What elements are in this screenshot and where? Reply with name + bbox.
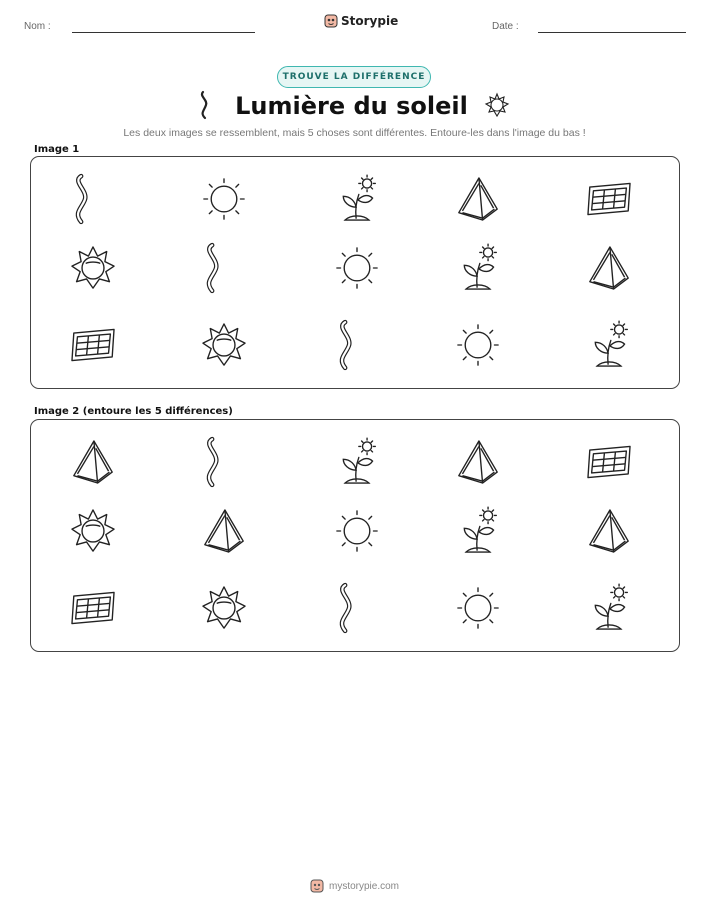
instructions: Les deux images se ressemblent, mais 5 choses sont différentes. Entoure-les dans l'image du bas ! — [123, 127, 586, 139]
sun-icon[interactable] — [446, 576, 510, 640]
name-line[interactable] — [72, 32, 255, 33]
worm-icon — [192, 236, 256, 300]
sun-icon — [325, 236, 389, 300]
worm-icon — [197, 90, 213, 120]
sprout-icon — [577, 313, 641, 377]
sun-icon — [192, 167, 256, 231]
sprout-icon[interactable] — [325, 430, 389, 494]
brand-logo — [324, 14, 398, 28]
image2-label: Image 2 (entoure les 5 différences) — [34, 406, 233, 417]
page-title-text: Lumière du soleil — [235, 92, 468, 120]
brand-name: Storypie — [341, 14, 399, 28]
badge: TROUVE LA DIFFÉRENCE — [277, 66, 431, 88]
sprout-icon — [325, 167, 389, 231]
sprout-icon[interactable] — [577, 576, 641, 640]
solar-panel-icon[interactable] — [577, 430, 641, 494]
sun-icon[interactable] — [325, 499, 389, 563]
solar-panel-icon[interactable] — [61, 576, 125, 640]
sunflower-icon[interactable] — [192, 576, 256, 640]
pyramid-icon — [577, 236, 641, 300]
name-label: Nom : — [24, 21, 51, 32]
storypie-mascot-icon — [324, 14, 338, 28]
worm-icon[interactable] — [325, 576, 389, 640]
worm-icon — [325, 313, 389, 377]
date-line[interactable] — [538, 32, 686, 33]
footer-site[interactable]: mystorypie.com — [328, 880, 399, 892]
sunflower-icon[interactable] — [61, 499, 125, 563]
page-title — [0, 90, 709, 120]
sun-icon — [446, 313, 510, 377]
pyramid-icon[interactable] — [61, 430, 125, 494]
image1-label: Image 1 — [34, 144, 80, 155]
image1-panel — [30, 156, 680, 389]
sunflower-icon — [482, 90, 512, 120]
pyramid-icon — [446, 167, 510, 231]
date-label: Date : — [492, 21, 519, 32]
worm-icon[interactable] — [192, 430, 256, 494]
worm-icon — [61, 167, 125, 231]
footer — [0, 879, 709, 893]
pyramid-icon[interactable] — [577, 499, 641, 563]
sprout-icon — [446, 236, 510, 300]
pyramid-icon[interactable] — [192, 499, 256, 563]
sprout-icon[interactable] — [446, 499, 510, 563]
sunflower-icon — [61, 236, 125, 300]
image2-panel[interactable] — [30, 419, 680, 652]
solar-panel-icon — [577, 167, 641, 231]
storypie-mascot-icon — [310, 879, 324, 893]
pyramid-icon[interactable] — [446, 430, 510, 494]
sunflower-icon — [192, 313, 256, 377]
solar-panel-icon — [61, 313, 125, 377]
